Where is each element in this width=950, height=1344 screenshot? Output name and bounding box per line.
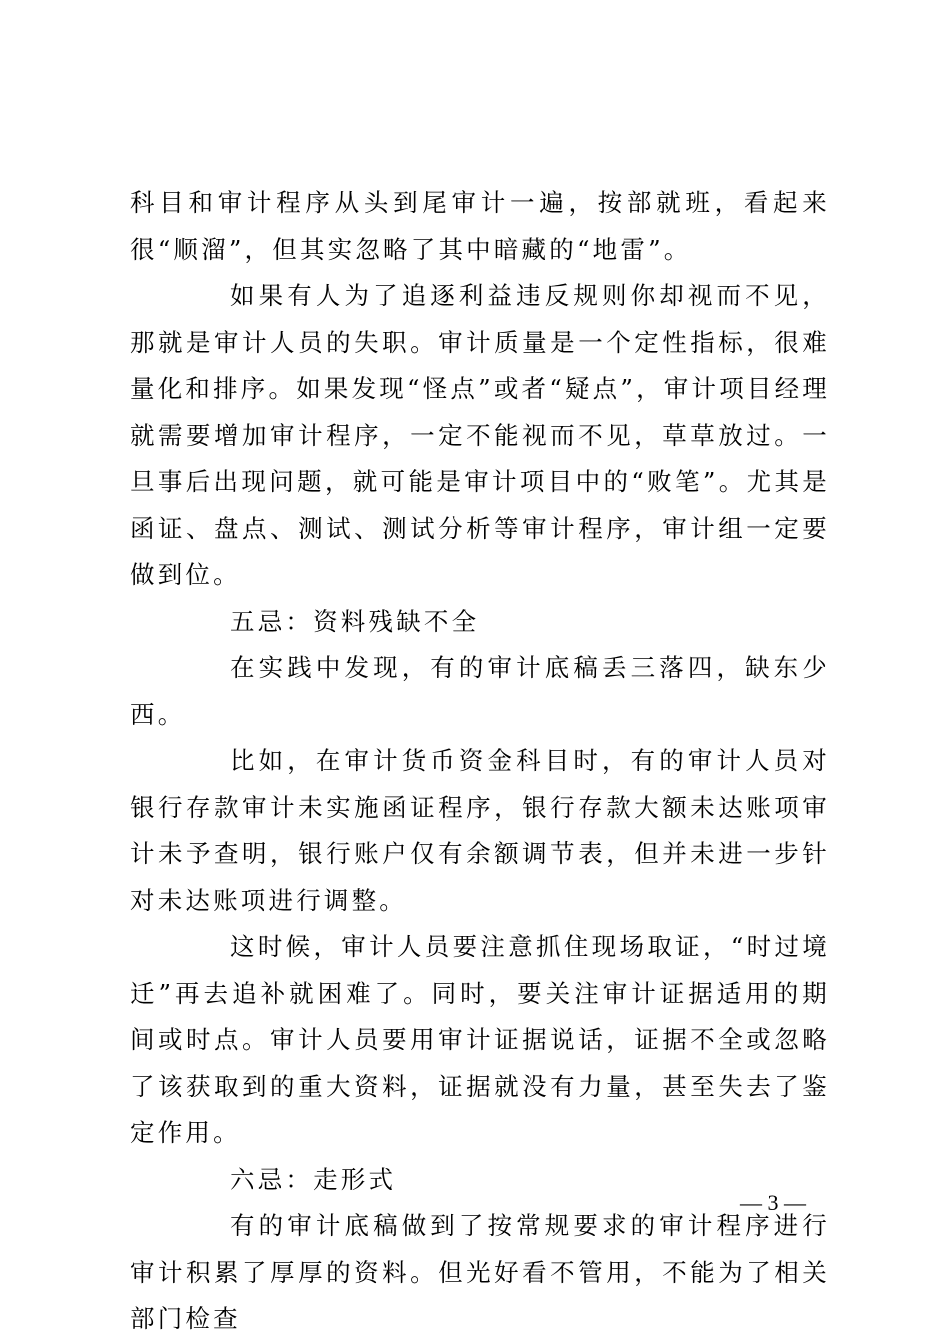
page-number: — 3 — — [740, 1190, 806, 1215]
paragraph-continuation: 科目和审计程序从头到尾审计一遍，按部就班，看起来很“顺溜”，但其实忽略了其中暗藏的“地雷”。 — [130, 188, 830, 264]
document-body — [130, 180, 830, 1343]
paragraph-audit-negligence: 如果有人为了追逐利益违反规则你却视而不见，那就是审计人员的失职。审计质量是一个定性指标，很难量化和排序。如果发现“怪点”或者“疑点”，审计项目经理就需要增加审计程序，一定不能视而不见，草草放过。一旦事后出现问题，就可能是审计项目中的“败笔”。尤其是函证、盘点、测试、测试分析等审计程序，审计组一定要做到位。 — [130, 281, 830, 589]
section-heading-five: 五忌：资料残缺不全 — [230, 606, 480, 636]
paragraph-incomplete-records: 在实践中发现，有的审计底稿丢三落四，缺东少西。 — [130, 653, 830, 729]
paragraph-formalism: 有的审计底稿做到了按常规要求的审计程序进行审计积累了厚厚的资料。但光好看不管用，不能为了相关部门检查 — [130, 1211, 830, 1333]
paragraph-evidence-collection: 这时候，审计人员要注意抓住现场取证，“时过境迁”再去追补就困难了。同时，要关注审计证据适用的期间或时点。审计人员要用审计证据说话，证据不全或忽略了该获取到的重大资料，证据就没有力量，甚至失去了鉴定作用。 — [130, 932, 830, 1147]
paragraph-monetary-funds-example: 比如，在审计货币资金科目时，有的审计人员对银行存款审计未实施函证程序，银行存款大额未达账项审计未予查明，银行账户仅有余额调节表，但并未进一步针对未达账项进行调整。 — [130, 746, 830, 915]
section-heading-six: 六忌：走形式 — [230, 1164, 397, 1194]
